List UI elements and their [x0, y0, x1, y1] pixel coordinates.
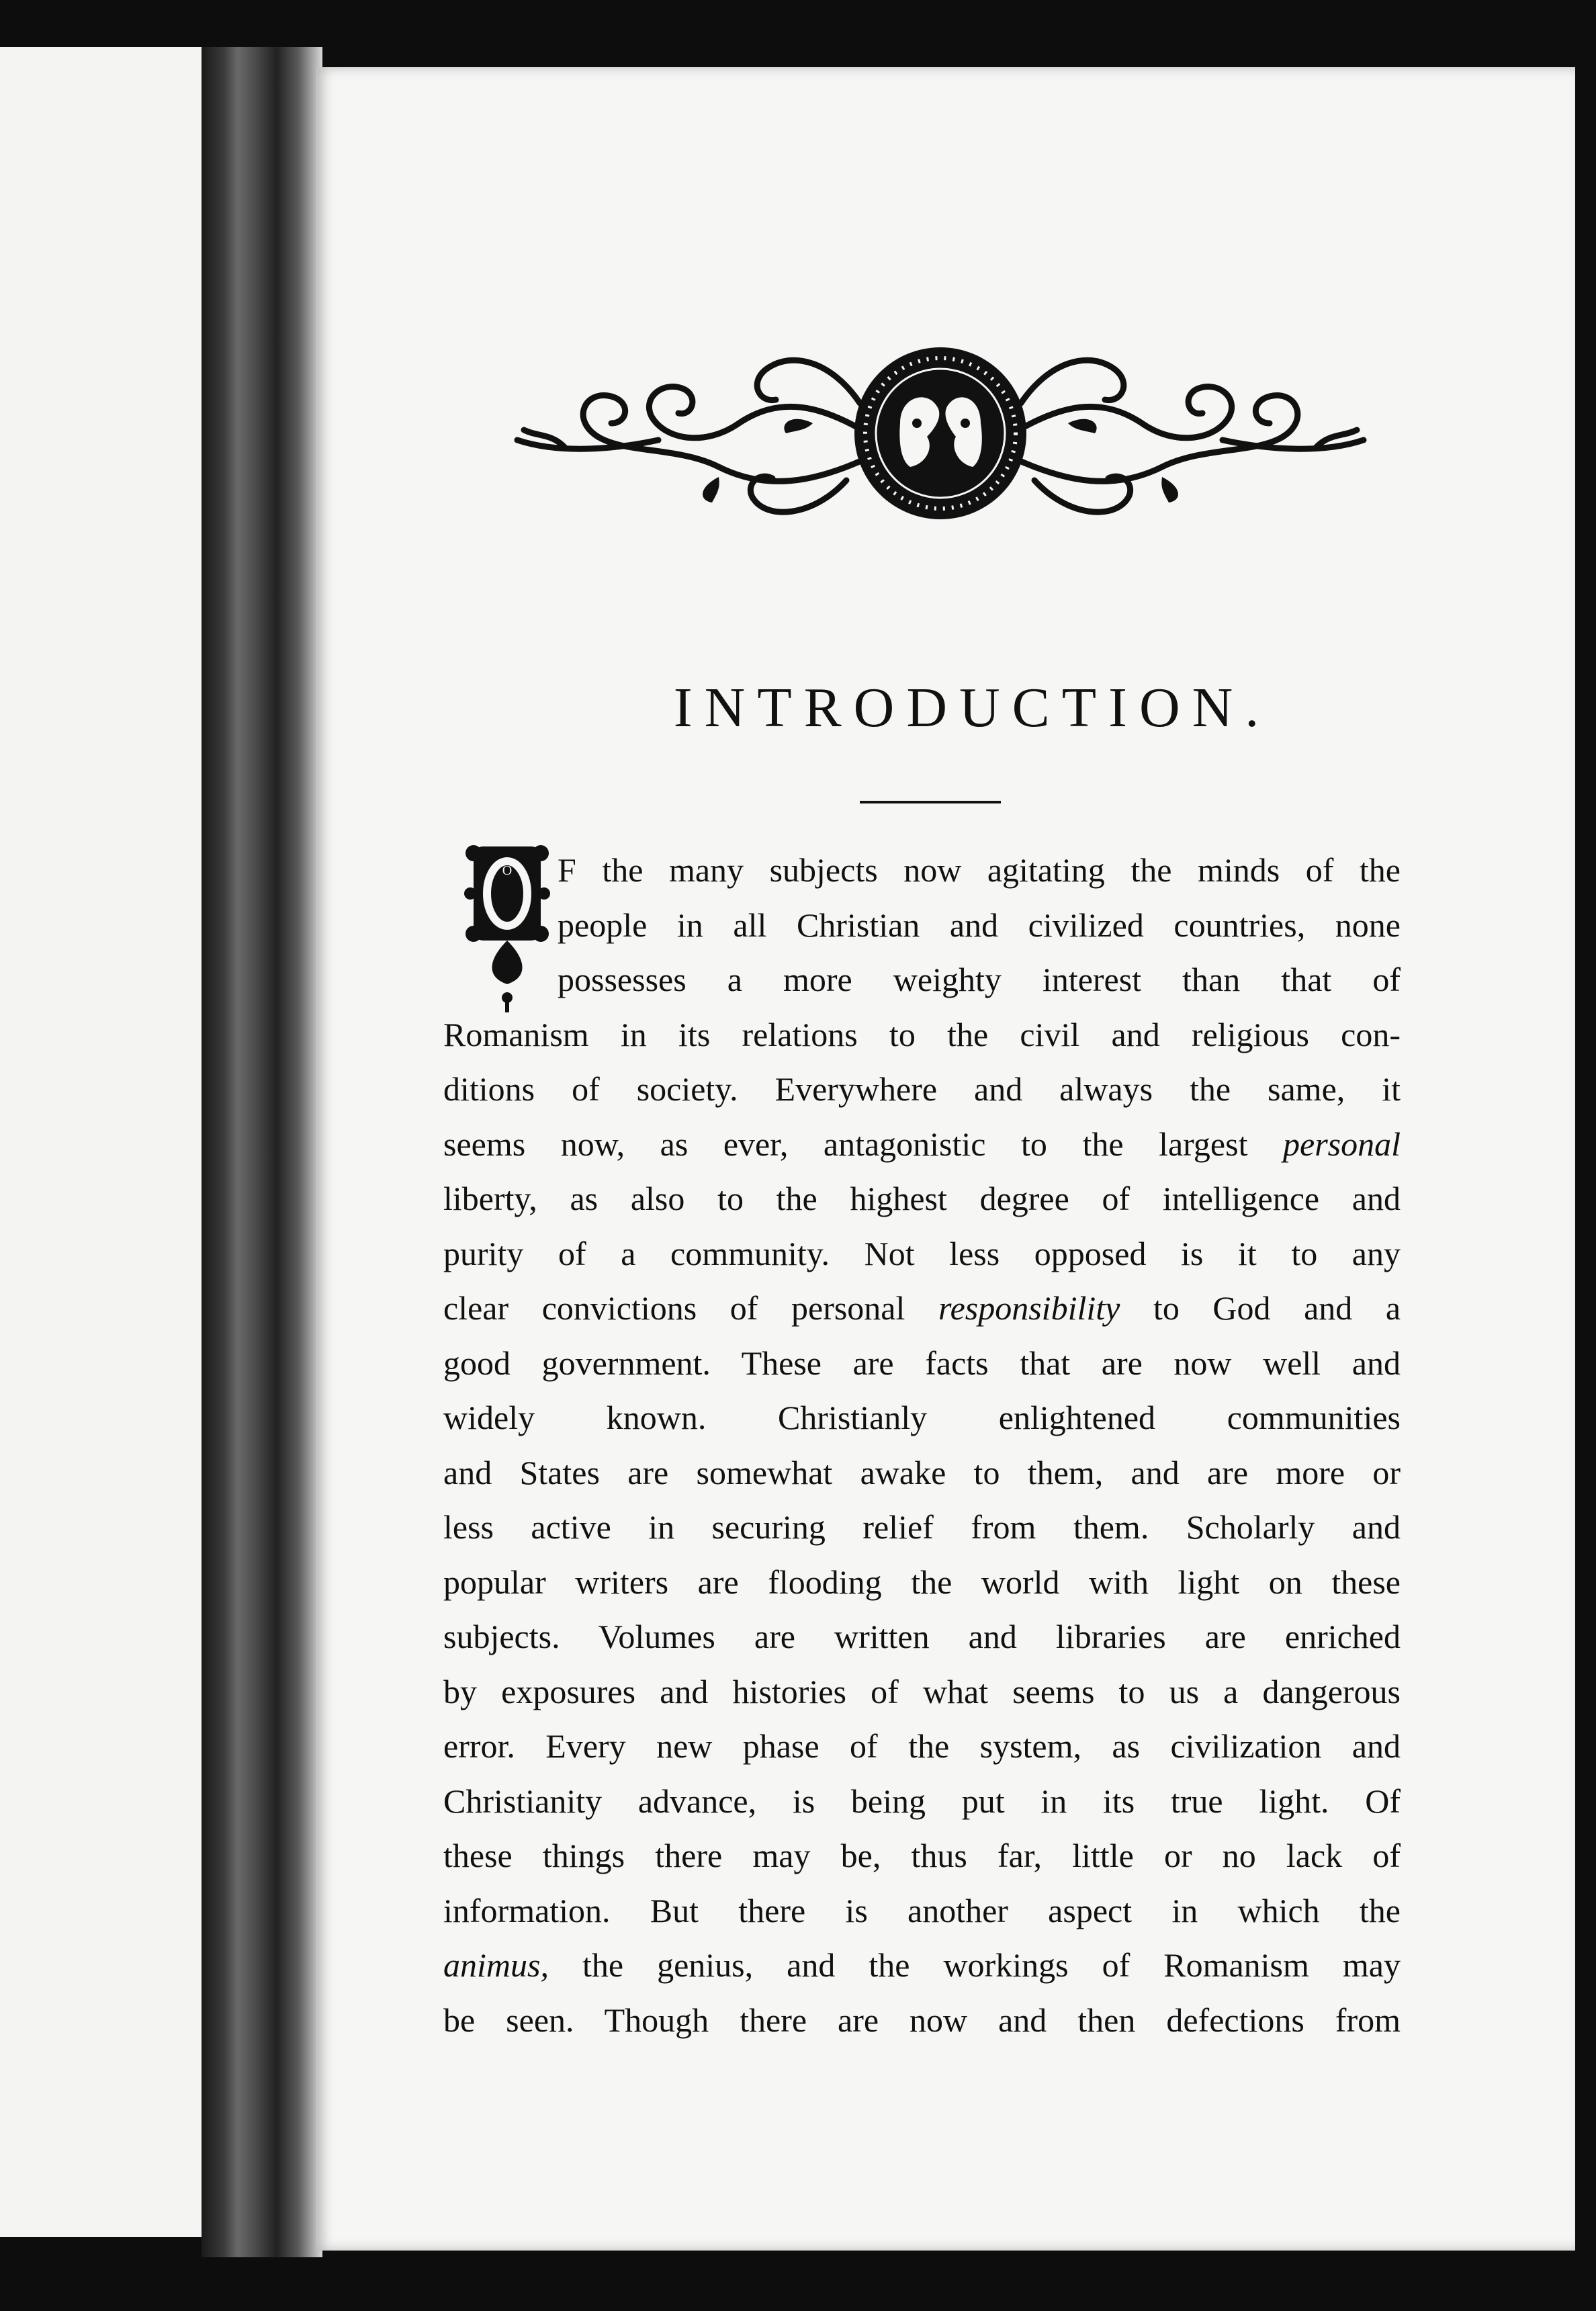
italic-word: personal: [1283, 1125, 1401, 1163]
page-title: INTRODUCTION.: [673, 677, 1272, 739]
text-line: liberty, as also to the highest degree of intelligence and: [443, 1180, 1401, 1217]
text-line: information. But there is another aspect in which the: [443, 1891, 1401, 1929]
text-line: Christianity advance, is being put in its true light. Of: [443, 1782, 1401, 1820]
text-line: [443, 1938, 1401, 1993]
text-line: [443, 1117, 1401, 1172]
text-line: popular writers are flooding the world with light on these: [443, 1563, 1401, 1601]
book-page: [316, 67, 1575, 2251]
italic-word: responsibility: [938, 1289, 1120, 1327]
book-gutter: [202, 47, 322, 2257]
body-text: [443, 843, 1401, 2048]
text-line: these things there may be, thus far, little or no lack of: [443, 1837, 1401, 1874]
text-line-part: seems now, as ever, antagonistic to the largest: [443, 1125, 1248, 1163]
italic-word: animus,: [443, 1946, 549, 1984]
text-line: [443, 1281, 1401, 1336]
title-divider: [860, 801, 1001, 803]
text-line: be seen. Though there are now and then defections from: [443, 2001, 1401, 2039]
text-line-part: clear convictions of personal: [443, 1289, 905, 1327]
text-line: purity of a community. Not less opposed is it to any: [443, 1234, 1401, 1272]
text-line: less active in securing relief from them. Scholarly and: [443, 1508, 1401, 1546]
text-line: possesses a more weighty interest than that of: [558, 961, 1401, 998]
text-line-part: to God and a: [1153, 1289, 1401, 1327]
text-line: ditions of society. Everywhere and always the same, it: [443, 1070, 1401, 1108]
text-line: subjects. Volumes are written and libraries are enriched: [443, 1618, 1401, 1655]
text-line: and States are somewhat awake to them, and are more or: [443, 1453, 1401, 1491]
ornamental-scroll-icon: [497, 322, 1384, 537]
text-line-part: the genius, and the workings of Romanism may: [582, 1946, 1401, 1984]
drop-cap-letter: O: [502, 863, 513, 878]
text-line: F the many subjects now agitating the minds of the: [558, 851, 1401, 889]
facing-page-left: [0, 47, 204, 2237]
text-line: good government. These are facts that are now well and: [443, 1344, 1401, 1382]
text-line: error. Every new phase of the system, as civilization and: [443, 1727, 1401, 1765]
text-line: widely known. Christianly enlightened communities: [443, 1399, 1401, 1436]
text-line: people in all Christian and civilized countries, none: [558, 906, 1401, 944]
text-line: Romanism in its relations to the civil and religious con-: [443, 1015, 1401, 1053]
text-line: by exposures and histories of what seems to us a dangerous: [443, 1672, 1401, 1710]
